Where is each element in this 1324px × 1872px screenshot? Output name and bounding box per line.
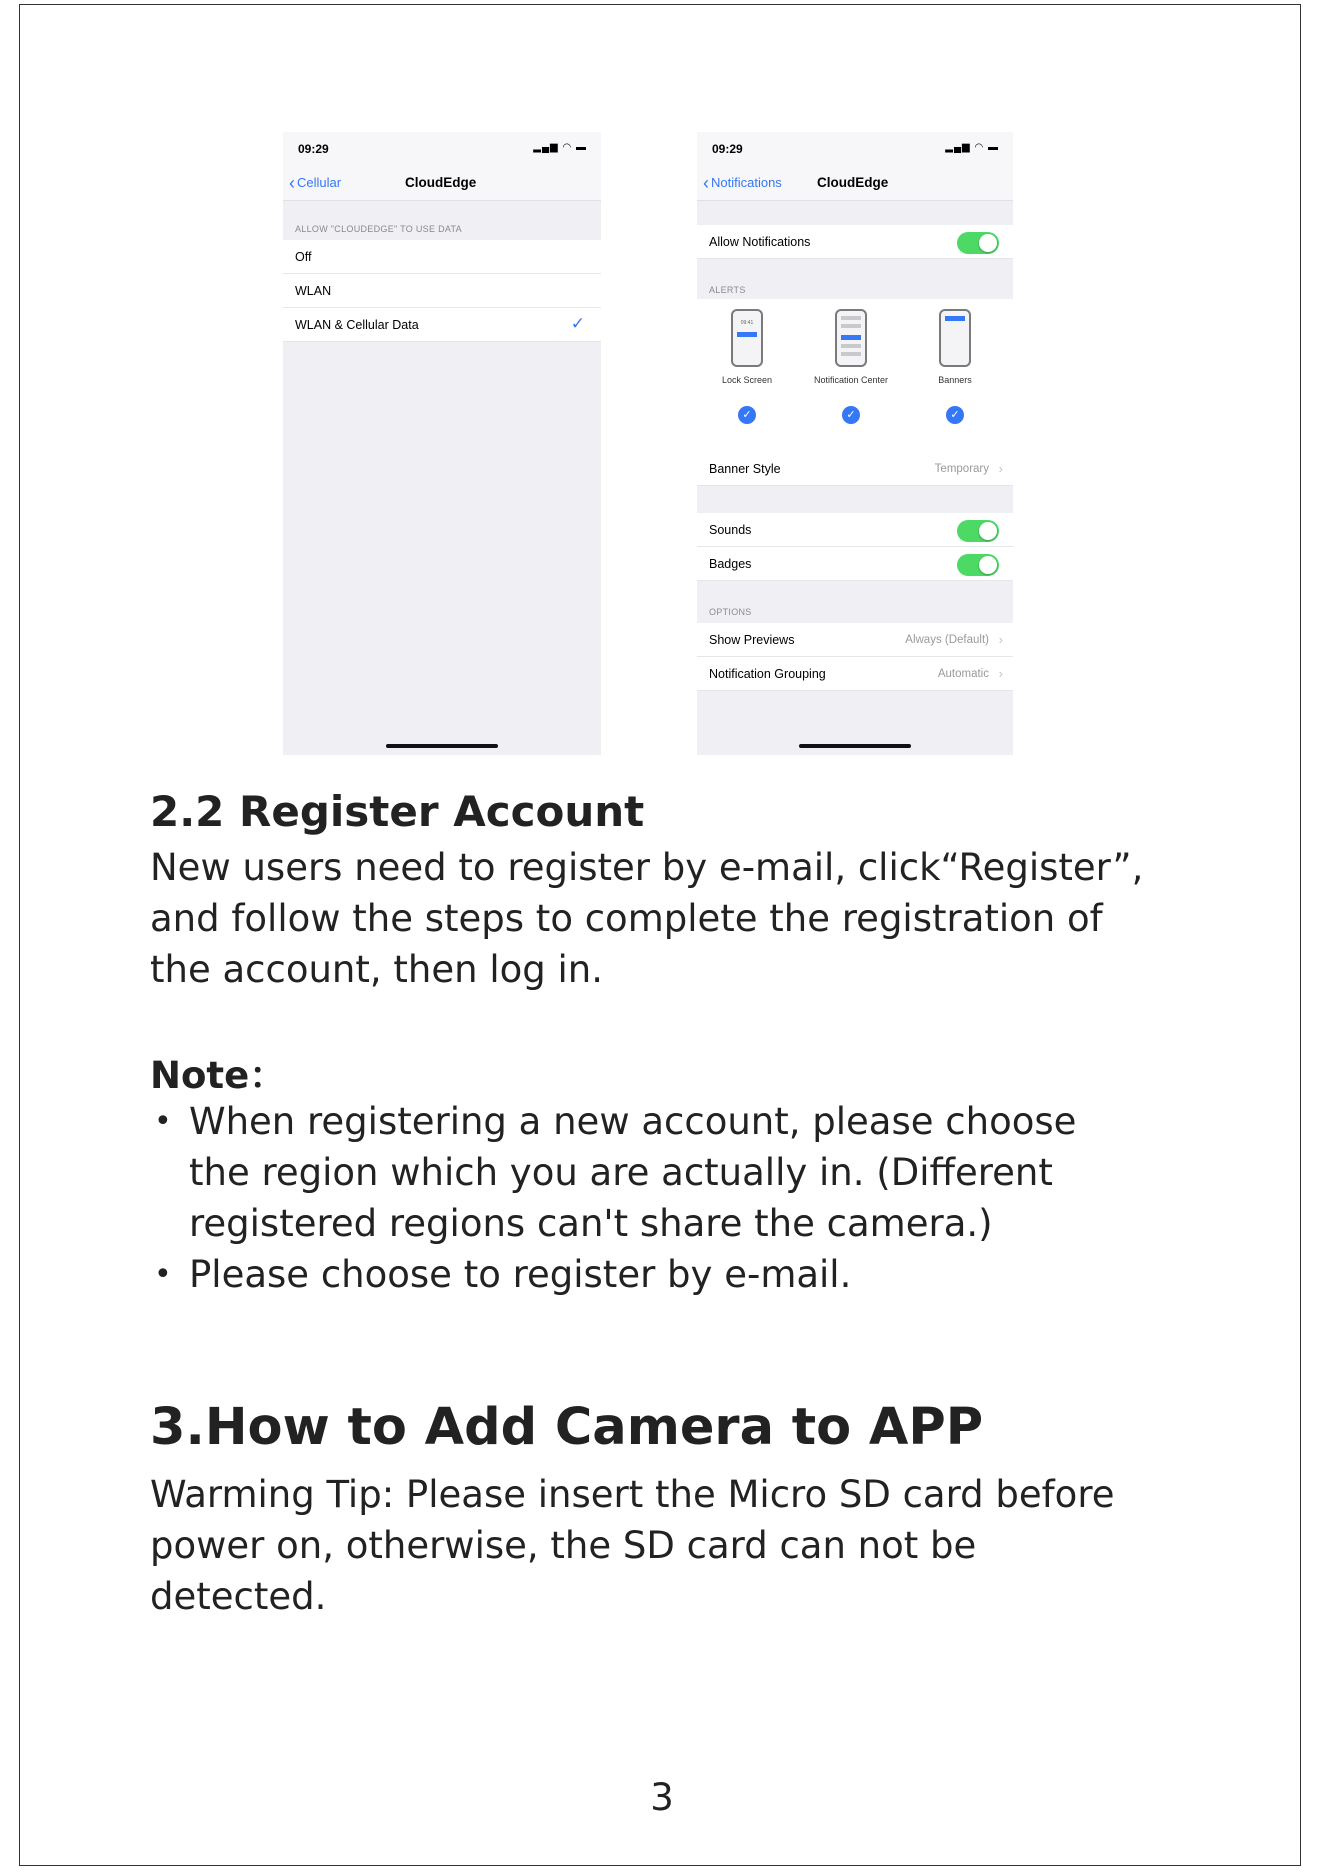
bullet-icon: • (154, 1257, 172, 1292)
chevron-right-icon: › (998, 666, 1003, 681)
list-line (841, 344, 861, 348)
options-section-header: OPTIONS (709, 607, 752, 617)
sounds-toggle[interactable] (957, 520, 999, 542)
checkmark-icon: ✓ (946, 406, 964, 424)
badges-toggle[interactable] (957, 554, 999, 576)
row-value: Temporary (934, 463, 989, 475)
alerts-section-header: ALERTS (709, 285, 746, 295)
register-account-heading: 2.2 Register Account (150, 787, 645, 836)
notification-center-preview-icon (835, 309, 867, 367)
signal-wifi-battery-icon: ▂▄▆ ◠ ▬ (945, 142, 999, 153)
status-bar (283, 132, 601, 166)
list-line (841, 324, 861, 328)
option-label: WLAN (295, 284, 332, 298)
alert-banners[interactable] (905, 309, 1005, 424)
note-label: Note： (150, 1054, 287, 1097)
text-line: Warming Tip: Please insert the Micro SD card before (150, 1473, 1115, 1516)
row-label: Banner Style (709, 462, 781, 476)
text-line: the region which you are actually in. (Different (189, 1151, 1053, 1194)
nav-bar (697, 166, 1013, 201)
allow-notifications-toggle[interactable] (957, 232, 999, 254)
alert-notification-center[interactable] (801, 309, 901, 424)
text-line: detected. (150, 1575, 327, 1618)
notification-grouping-row[interactable] (697, 657, 1013, 691)
text-line: Please choose to register by e-mail. (189, 1253, 852, 1296)
status-time: 09:29 (712, 142, 743, 156)
alert-option-label: Notification Center (813, 375, 889, 385)
nav-bar (283, 166, 601, 201)
alerts-options (697, 299, 1013, 458)
allow-notifications-row (697, 225, 1013, 259)
sounds-row (697, 513, 1013, 547)
back-label: Cellular (297, 175, 342, 190)
text-line: New users need to register by e-mail, click“Register”, (150, 846, 1144, 889)
add-camera-heading: 3.How to Add Camera to APP (150, 1398, 984, 1457)
alert-lock-screen[interactable] (697, 309, 797, 424)
show-previews-row[interactable] (697, 623, 1013, 657)
back-label: Notifications (711, 175, 782, 190)
bullet-icon: • (154, 1104, 172, 1139)
notification-settings-screenshot (697, 132, 1013, 755)
text-line: and follow the steps to complete the registration of (150, 897, 1103, 940)
banner-style-row[interactable] (697, 452, 1013, 486)
home-indicator (386, 744, 498, 748)
option-label: WLAN & Cellular Data (295, 318, 419, 332)
nav-title: CloudEdge (817, 175, 889, 190)
signal-wifi-battery-icon: ▂▄▆ ◠ ▬ (533, 142, 587, 153)
banners-preview-icon (939, 309, 971, 367)
register-account-text (150, 842, 1210, 995)
row-value: Always (Default) (905, 634, 989, 646)
option-wlan-cellular[interactable] (283, 308, 601, 342)
row-label: Show Previews (709, 633, 795, 647)
chevron-left-icon: ‹ (289, 173, 295, 193)
checkmark-icon: ✓ (842, 406, 860, 424)
text-line: the account, then log in. (150, 948, 603, 991)
lock-screen-time: 09:41 (740, 320, 754, 326)
list-line (841, 316, 861, 320)
chevron-right-icon: › (998, 461, 1003, 476)
alert-option-label: Lock Screen (721, 375, 773, 385)
home-indicator (799, 744, 911, 748)
page-number: 3 (650, 1776, 674, 1819)
text-line: When registering a new account, please choose (189, 1100, 1077, 1143)
row-label: Allow Notifications (709, 235, 811, 249)
row-label: Notification Grouping (709, 667, 826, 681)
data-usage-section-header: ALLOW "CLOUDEDGE" TO USE DATA (295, 224, 462, 234)
list-line (841, 352, 861, 356)
banner-bar (841, 335, 861, 340)
checkmark-icon: ✓ (738, 406, 756, 424)
option-label: Off (295, 250, 312, 264)
option-off[interactable] (283, 240, 601, 274)
back-button[interactable] (289, 173, 341, 194)
note-bullet (150, 1096, 1210, 1249)
lock-screen-preview-icon (731, 309, 763, 367)
back-button[interactable] (703, 173, 782, 194)
warming-tip-text (150, 1469, 1210, 1622)
status-time: 09:29 (298, 142, 329, 156)
text-line: registered regions can't share the camera.) (189, 1202, 993, 1245)
chevron-left-icon: ‹ (703, 173, 709, 193)
badges-row (697, 547, 1013, 581)
banner-bar (945, 316, 965, 321)
row-label: Badges (709, 557, 752, 571)
checkmark-icon: ✓ (570, 314, 585, 333)
nav-title: CloudEdge (405, 175, 477, 190)
option-wlan[interactable] (283, 274, 601, 308)
row-label: Sounds (709, 523, 752, 537)
text-line: power on, otherwise, the SD card can not be (150, 1524, 977, 1567)
chevron-right-icon: › (998, 632, 1003, 647)
note-bullet (150, 1249, 1210, 1300)
note-bullet-list (150, 1096, 1210, 1300)
status-bar (697, 132, 1013, 166)
cellular-settings-screenshot (283, 132, 601, 755)
banner-bar (737, 332, 757, 337)
alert-option-label: Banners (938, 375, 972, 385)
row-value: Automatic (937, 668, 989, 680)
